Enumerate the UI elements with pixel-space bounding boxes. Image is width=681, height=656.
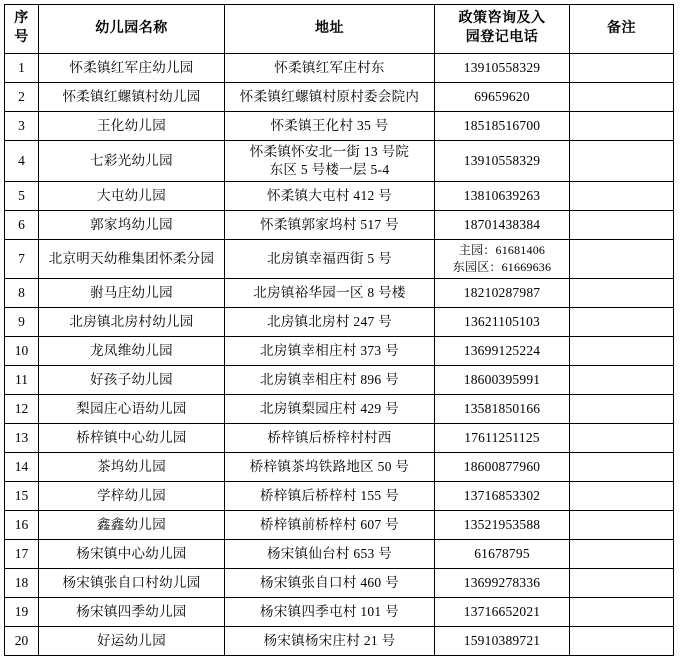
table-row: [5, 395, 674, 424]
table-row: [5, 511, 674, 540]
cell-remark: [570, 482, 674, 511]
cell-name: 鑫鑫幼儿园: [39, 511, 225, 540]
column-header-phone-line2: 园登记电话: [465, 30, 539, 45]
cell-remark: [570, 112, 674, 141]
cell-address-line2: 东区 5 号楼一层 5-4: [269, 162, 390, 178]
cell-phone: 13521953588: [435, 511, 570, 540]
table-header: [5, 5, 674, 54]
cell-index: 5: [5, 182, 39, 211]
cell-name: 怀柔镇红军庄幼儿园: [39, 54, 225, 83]
cell-phone: 18210287987: [435, 279, 570, 308]
cell-remark: [570, 240, 674, 279]
cell-name: 桥梓镇中心幼儿园: [39, 424, 225, 453]
table-row: [5, 598, 674, 627]
cell-index: 11: [5, 366, 39, 395]
cell-name: 王化幼儿园: [39, 112, 225, 141]
cell-phone: 13910558329: [435, 141, 570, 182]
column-header-phone: [435, 5, 570, 54]
cell-phone: 15910389721: [435, 627, 570, 656]
cell-address: [225, 141, 435, 182]
cell-index: 1: [5, 54, 39, 83]
cell-address: 北房镇幸相庄村 896 号: [225, 366, 435, 395]
cell-address: 北房镇幸福西街 5 号: [225, 240, 435, 279]
cell-address: 杨宋镇仙台村 653 号: [225, 540, 435, 569]
column-header-index-line1: 序: [14, 11, 29, 27]
cell-name: 好孩子幼儿园: [39, 366, 225, 395]
cell-name: 七彩光幼儿园: [39, 141, 225, 182]
cell-name: 好运幼儿园: [39, 627, 225, 656]
table-body: [5, 54, 674, 656]
column-header-name: 幼儿园名称: [39, 5, 225, 54]
table-row: [5, 366, 674, 395]
cell-name: 郭家坞幼儿园: [39, 211, 225, 240]
cell-name: 大屯幼儿园: [39, 182, 225, 211]
cell-remark: [570, 337, 674, 366]
table-row: [5, 141, 674, 182]
table-row: [5, 453, 674, 482]
cell-address-line1: 怀柔镇怀安北一街 13 号院: [249, 144, 410, 159]
cell-remark: [570, 540, 674, 569]
cell-index: 4: [5, 141, 39, 182]
cell-index: 14: [5, 453, 39, 482]
kindergarten-table: [4, 4, 674, 656]
cell-remark: [570, 141, 674, 182]
table-row: [5, 627, 674, 656]
cell-address: 北房镇北房村 247 号: [225, 308, 435, 337]
cell-name: 北房镇北房村幼儿园: [39, 308, 225, 337]
table-row: [5, 54, 674, 83]
cell-index: 18: [5, 569, 39, 598]
cell-address: 怀柔镇大屯村 412 号: [225, 182, 435, 211]
cell-address: 桥梓镇前桥梓村 607 号: [225, 511, 435, 540]
cell-remark: [570, 511, 674, 540]
cell-address: 杨宋镇杨宋庄村 21 号: [225, 627, 435, 656]
cell-remark: [570, 308, 674, 337]
cell-index: 8: [5, 279, 39, 308]
cell-name: 龙凤维幼儿园: [39, 337, 225, 366]
cell-address: 桥梓镇后桥梓村 155 号: [225, 482, 435, 511]
cell-address: 杨宋镇四季屯村 101 号: [225, 598, 435, 627]
table-row: [5, 83, 674, 112]
cell-name: 学梓幼儿园: [39, 482, 225, 511]
cell-name: 茶坞幼儿园: [39, 453, 225, 482]
cell-remark: [570, 182, 674, 211]
cell-index: 10: [5, 337, 39, 366]
cell-index: 6: [5, 211, 39, 240]
cell-address: 杨宋镇张自口村 460 号: [225, 569, 435, 598]
cell-phone-line1: 主园：61681406: [458, 243, 546, 258]
table-row: [5, 540, 674, 569]
cell-name: 杨宋镇张自口村幼儿园: [39, 569, 225, 598]
cell-remark: [570, 83, 674, 112]
table-row: [5, 482, 674, 511]
cell-phone: 18518516700: [435, 112, 570, 141]
cell-index: 20: [5, 627, 39, 656]
cell-address: 北房镇幸相庄村 373 号: [225, 337, 435, 366]
cell-phone: 17611251125: [435, 424, 570, 453]
cell-remark: [570, 279, 674, 308]
cell-remark: [570, 366, 674, 395]
table-row: [5, 308, 674, 337]
cell-address: 怀柔镇王化村 35 号: [225, 112, 435, 141]
cell-address: 北房镇梨园庄村 429 号: [225, 395, 435, 424]
cell-index: 9: [5, 308, 39, 337]
table-row: [5, 240, 674, 279]
table-row: [5, 569, 674, 598]
cell-index: 2: [5, 83, 39, 112]
table-row: [5, 337, 674, 366]
cell-index: 19: [5, 598, 39, 627]
cell-phone: 18701438384: [435, 211, 570, 240]
column-header-index-line2: 号: [14, 30, 29, 45]
column-header-index: [5, 5, 39, 54]
cell-address: 北房镇裕华园一区 8 号楼: [225, 279, 435, 308]
cell-phone: 69659620: [435, 83, 570, 112]
document-page: [0, 4, 681, 656]
cell-phone-line2: 东园区：61669636: [452, 260, 552, 275]
cell-phone: 61678795: [435, 540, 570, 569]
cell-phone: 13621105103: [435, 308, 570, 337]
cell-index: 15: [5, 482, 39, 511]
table-header-row: [5, 5, 674, 54]
cell-address: 怀柔镇红军庄村东: [225, 54, 435, 83]
cell-remark: [570, 569, 674, 598]
cell-phone: 13910558329: [435, 54, 570, 83]
cell-name: 北京明天幼稚集团怀柔分园: [39, 240, 225, 279]
cell-address: 桥梓镇后桥梓村村西: [225, 424, 435, 453]
table-row: [5, 112, 674, 141]
cell-name: 梨园庄心语幼儿园: [39, 395, 225, 424]
cell-remark: [570, 395, 674, 424]
cell-address: 怀柔镇郭家坞村 517 号: [225, 211, 435, 240]
cell-phone: 18600395991: [435, 366, 570, 395]
cell-index: 17: [5, 540, 39, 569]
cell-phone: 13581850166: [435, 395, 570, 424]
table-row: [5, 424, 674, 453]
cell-remark: [570, 453, 674, 482]
cell-remark: [570, 54, 674, 83]
cell-index: 12: [5, 395, 39, 424]
cell-name: 怀柔镇红螺镇村幼儿园: [39, 83, 225, 112]
cell-name: 杨宋镇四季幼儿园: [39, 598, 225, 627]
cell-remark: [570, 424, 674, 453]
column-header-remark: 备注: [570, 5, 674, 54]
cell-phone: 13699125224: [435, 337, 570, 366]
cell-phone: 13699278336: [435, 569, 570, 598]
table-row: [5, 182, 674, 211]
cell-phone: 13810639263: [435, 182, 570, 211]
cell-index: 3: [5, 112, 39, 141]
cell-index: 16: [5, 511, 39, 540]
cell-index: 7: [5, 240, 39, 279]
cell-phone: 13716853302: [435, 482, 570, 511]
column-header-phone-line1: 政策咨询及入: [458, 11, 546, 27]
cell-remark: [570, 598, 674, 627]
cell-name: 杨宋镇中心幼儿园: [39, 540, 225, 569]
table-row: [5, 279, 674, 308]
column-header-address: 地址: [225, 5, 435, 54]
cell-phone: 18600877960: [435, 453, 570, 482]
cell-phone: 13716652021: [435, 598, 570, 627]
cell-name: 驸马庄幼儿园: [39, 279, 225, 308]
cell-phone: [435, 240, 570, 279]
cell-address: 桥梓镇茶坞铁路地区 50 号: [225, 453, 435, 482]
table-row: [5, 211, 674, 240]
cell-remark: [570, 211, 674, 240]
cell-address: 怀柔镇红螺镇村原村委会院内: [225, 83, 435, 112]
cell-index: 13: [5, 424, 39, 453]
cell-remark: [570, 627, 674, 656]
